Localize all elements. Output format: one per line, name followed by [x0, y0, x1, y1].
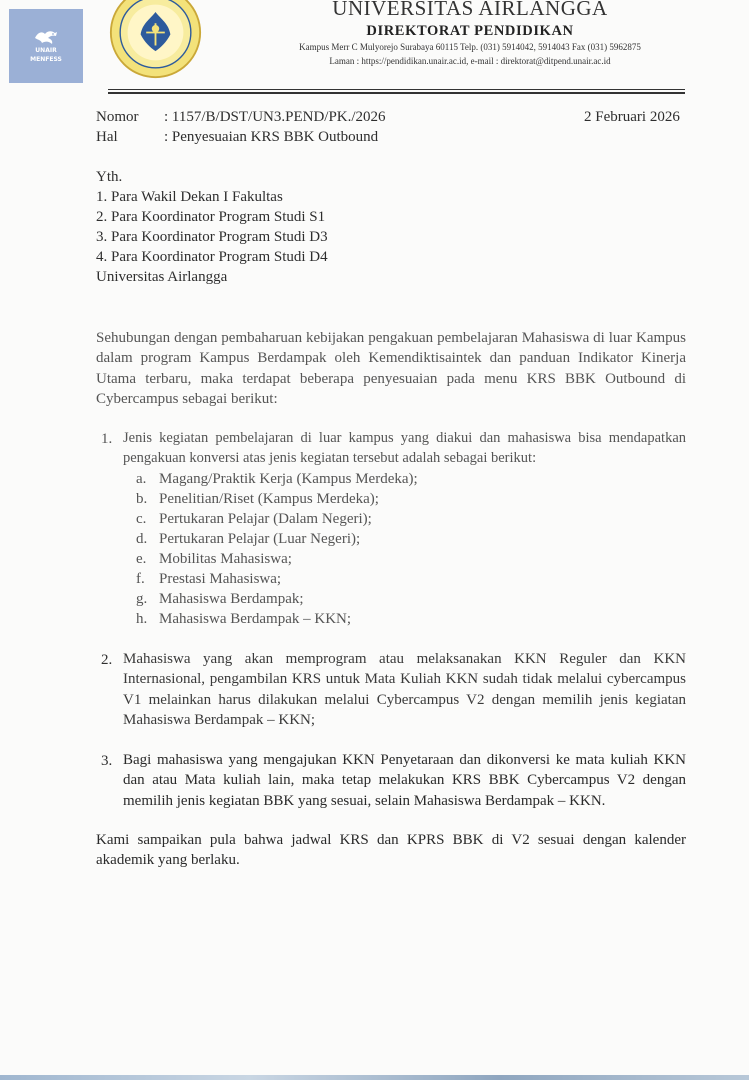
sub-item: Pertukaran Pelajar (Dalam Negeri); [159, 511, 372, 527]
recipient-institution: Universitas Airlangga [96, 269, 228, 285]
bottom-edge [0, 1075, 749, 1080]
sub-letter: d. [136, 531, 148, 547]
contact-line: Laman : https://pendidikan.unair.ac.id, e-mail : direktorat@ditpend.unair.ac.id [329, 56, 611, 66]
recipient-item: 3. Para Koordinator Program Studi D3 [96, 229, 328, 245]
point-text: Mahasiswa yang akan memprogram atau melaksanakan KKN Reguler dan KKN Internasional, pengambilan KRS untuk Mata Kuliah KKN sudah tidak melalui cybercampus V1 melainkan harus dilakukan melalui Cybercampus V2 dengan memilih jenis kegiatan Mahasiswa Berdampak – KKN; [123, 651, 686, 728]
sub-item: Penelitian/Riset (Kampus Merdeka); [159, 491, 379, 507]
watermark-line1: UNAIR [35, 47, 57, 54]
letterhead-rule-thin [108, 89, 685, 90]
sub-item: Magang/Praktik Kerja (Kampus Merdeka); [159, 471, 418, 487]
directorate-name: DIREKTORAT PENDIDIKAN [366, 23, 574, 39]
point-number: 2. [101, 652, 113, 668]
sub-letter: e. [136, 551, 147, 567]
university-name: UNIVERSITAS AIRLANGGA [332, 0, 608, 20]
intro-paragraph: Sehubungan dengan pembaharuan kebijakan pengakuan pembelajaran Mahasiswa di luar Kampus dalam program Kampus Berdampak oleh Kemendiktisaintek dan panduan Indikator Kinerja Utama terbaru, maka terdapat beberapa penyesuaian pada menu KRS BBK Outbound di Cybercampus sebagai berikut: [96, 330, 686, 407]
watermark-line2: MENFESS [30, 56, 62, 63]
address-line: Kampus Merr C Mulyorejo Surabaya 60115 Telp. (031) 5914042, 5914043 Fax (031) 5962875 [299, 42, 641, 52]
letterhead-rule-thick [108, 92, 685, 94]
hal-label: Hal [96, 129, 118, 145]
sub-letter: a. [136, 471, 147, 487]
sub-letter: c. [136, 511, 147, 527]
sub-item: Pertukaran Pelajar (Luar Negeri); [159, 531, 361, 547]
sub-letter: h. [136, 611, 148, 627]
sub-item: Prestasi Mahasiswa; [159, 571, 282, 587]
nomor-label: Nomor [96, 109, 139, 125]
recipient-item: 2. Para Koordinator Program Studi S1 [96, 209, 326, 225]
recipient-item: 1. Para Wakil Dekan I Fakultas [96, 189, 283, 205]
letter-date: 2 Februari 2026 [584, 109, 680, 125]
point-text: Jenis kegiatan pembelajaran di luar kampus yang diakui dan mahasiswa bisa mendapatkan pengakuan konversi atas jenis kegiatan tersebut adalah sebagai berikut: [123, 430, 686, 467]
point-number: 3. [101, 753, 113, 769]
recipient-item: 4. Para Koordinator Program Studi D4 [96, 249, 328, 265]
sub-letter: g. [136, 591, 148, 607]
sub-item: Mobilitas Mahasiswa; [159, 551, 292, 567]
dragon-icon [33, 29, 59, 45]
unair-menfess-watermark [9, 9, 83, 83]
sub-item: Mahasiswa Berdampak; [159, 591, 304, 607]
greeting: Yth. [96, 169, 123, 185]
nomor-value: : 1157/B/DST/UN3.PEND/PK./2026 [164, 109, 386, 125]
point-text: Bagi mahasiswa yang mengajukan KKN Penyetaraan dan dikonversi ke mata kuliah KKN dan atau Mata kuliah lain, maka tetap melakukan KRS BBK Cybercampus V2 dengan memilih jenis kegiatan BBK yang sesuai, selain Mahasiswa Berdampak – KKN. [123, 752, 686, 809]
hal-value: : Penyesuaian KRS BBK Outbound [164, 129, 379, 145]
university-seal-icon [109, 0, 202, 79]
sub-letter: f. [136, 571, 145, 587]
sub-letter: b. [136, 491, 148, 507]
sub-item: Mahasiswa Berdampak – KKN; [159, 611, 352, 627]
point-number: 1. [101, 431, 113, 447]
closing-paragraph: Kami sampaikan pula bahwa jadwal KRS dan KPRS BBK di V2 sesuai dengan kalender akademik yang berlaku. [96, 832, 686, 869]
